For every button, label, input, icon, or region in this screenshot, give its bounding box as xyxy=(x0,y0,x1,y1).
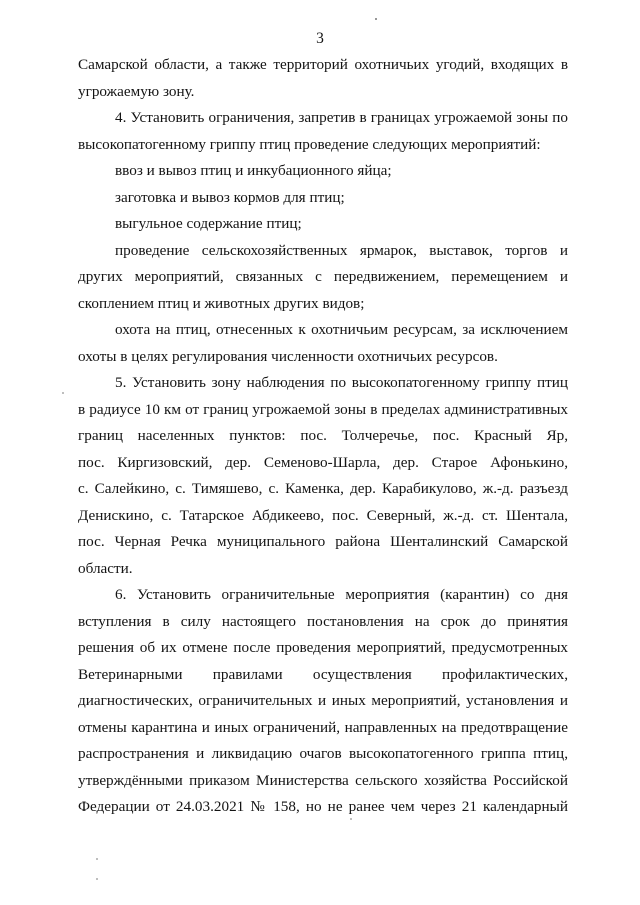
text-line: 5. Установить зону наблюдения по высокопатогенному гриппу птиц xyxy=(115,374,568,391)
text-line: с. Салейкино, с. Тимяшево, с. Каменка, дер. Карабикулово, ж.-д. разъезд xyxy=(78,480,568,497)
text-line: пос. Киргизовский, дер. Семеново-Шарла, дер. Старое Афонькино, xyxy=(78,453,568,471)
text-line: Федерации от 24.03.2021 № 158, но не ранее чем через 21 календарный xyxy=(78,798,568,815)
text-line: утверждёнными приказом Министерства сельского хозяйства Российской xyxy=(78,771,568,789)
text-line: в радиусе 10 км от границ угрожаемой зоны в пределах административных xyxy=(78,400,568,418)
text-line: охоты в целях регулирования численности охотничьих ресурсов. xyxy=(78,347,498,365)
text-line: Ветеринарными правилами осуществления профилактических, xyxy=(78,665,568,683)
text-line: решения об их отмене после проведения мероприятий, предусмотренных xyxy=(78,639,568,656)
document-body xyxy=(78,52,568,821)
text-line: распространения и ликвидацию очагов высокопатогенного гриппа птиц, xyxy=(78,745,568,762)
text-line: Денискино, с. Татарское Абдикеево, пос. Северный, ж.-д. ст. Шентала, xyxy=(78,506,568,524)
scan-speck xyxy=(96,858,98,860)
text-line: 4. Установить ограничения, запретив в границах угрожаемой зоны по xyxy=(115,109,568,126)
scan-speck xyxy=(375,18,377,20)
scan-speck xyxy=(350,818,352,820)
text-line: высокопатогенному гриппу птиц проведение следующих мероприятий: xyxy=(78,135,541,153)
text-line: отмены карантина и иных ограничений, направленных на предотвращение xyxy=(78,718,568,736)
page-number: 3 xyxy=(316,30,324,47)
text-line: 6. Установить ограничительные мероприятия (карантин) со дня xyxy=(115,586,568,603)
text-line: проведение сельскохозяйственных ярмарок, выставок, торгов и xyxy=(115,241,568,259)
scan-speck xyxy=(96,878,98,880)
text-line: заготовка и вывоз кормов для птиц; xyxy=(115,188,345,206)
text-line: границ населенных пунктов: пос. Толчеречье, пос. Красный Яр, xyxy=(78,427,568,444)
text-line: ввоз и вывоз птиц и инкубационного яйца; xyxy=(115,162,392,179)
text-line: других мероприятий, связанных с передвижением, перемещением и xyxy=(78,268,568,285)
scan-speck xyxy=(62,392,64,394)
text-line: Самарской области, а также территорий охотничьих угодий, входящих в xyxy=(78,56,568,73)
text-line: угрожаемую зону. xyxy=(78,82,195,100)
text-line: пос. Черная Речка муниципального района Шенталинский Самарской xyxy=(78,533,568,550)
text-line: охота на птиц, отнесенных к охотничьим ресурсам, за исключением xyxy=(115,321,568,338)
text-line: выгульное содержание птиц; xyxy=(115,215,302,232)
text-line: вступления в силу настоящего постановления на срок до принятия xyxy=(78,612,568,630)
text-line: области. xyxy=(78,559,133,577)
text-line: диагностических, ограничительных и иных мероприятий, установления и xyxy=(78,692,568,709)
text-line: скоплением птиц и животных других видов; xyxy=(78,294,365,312)
